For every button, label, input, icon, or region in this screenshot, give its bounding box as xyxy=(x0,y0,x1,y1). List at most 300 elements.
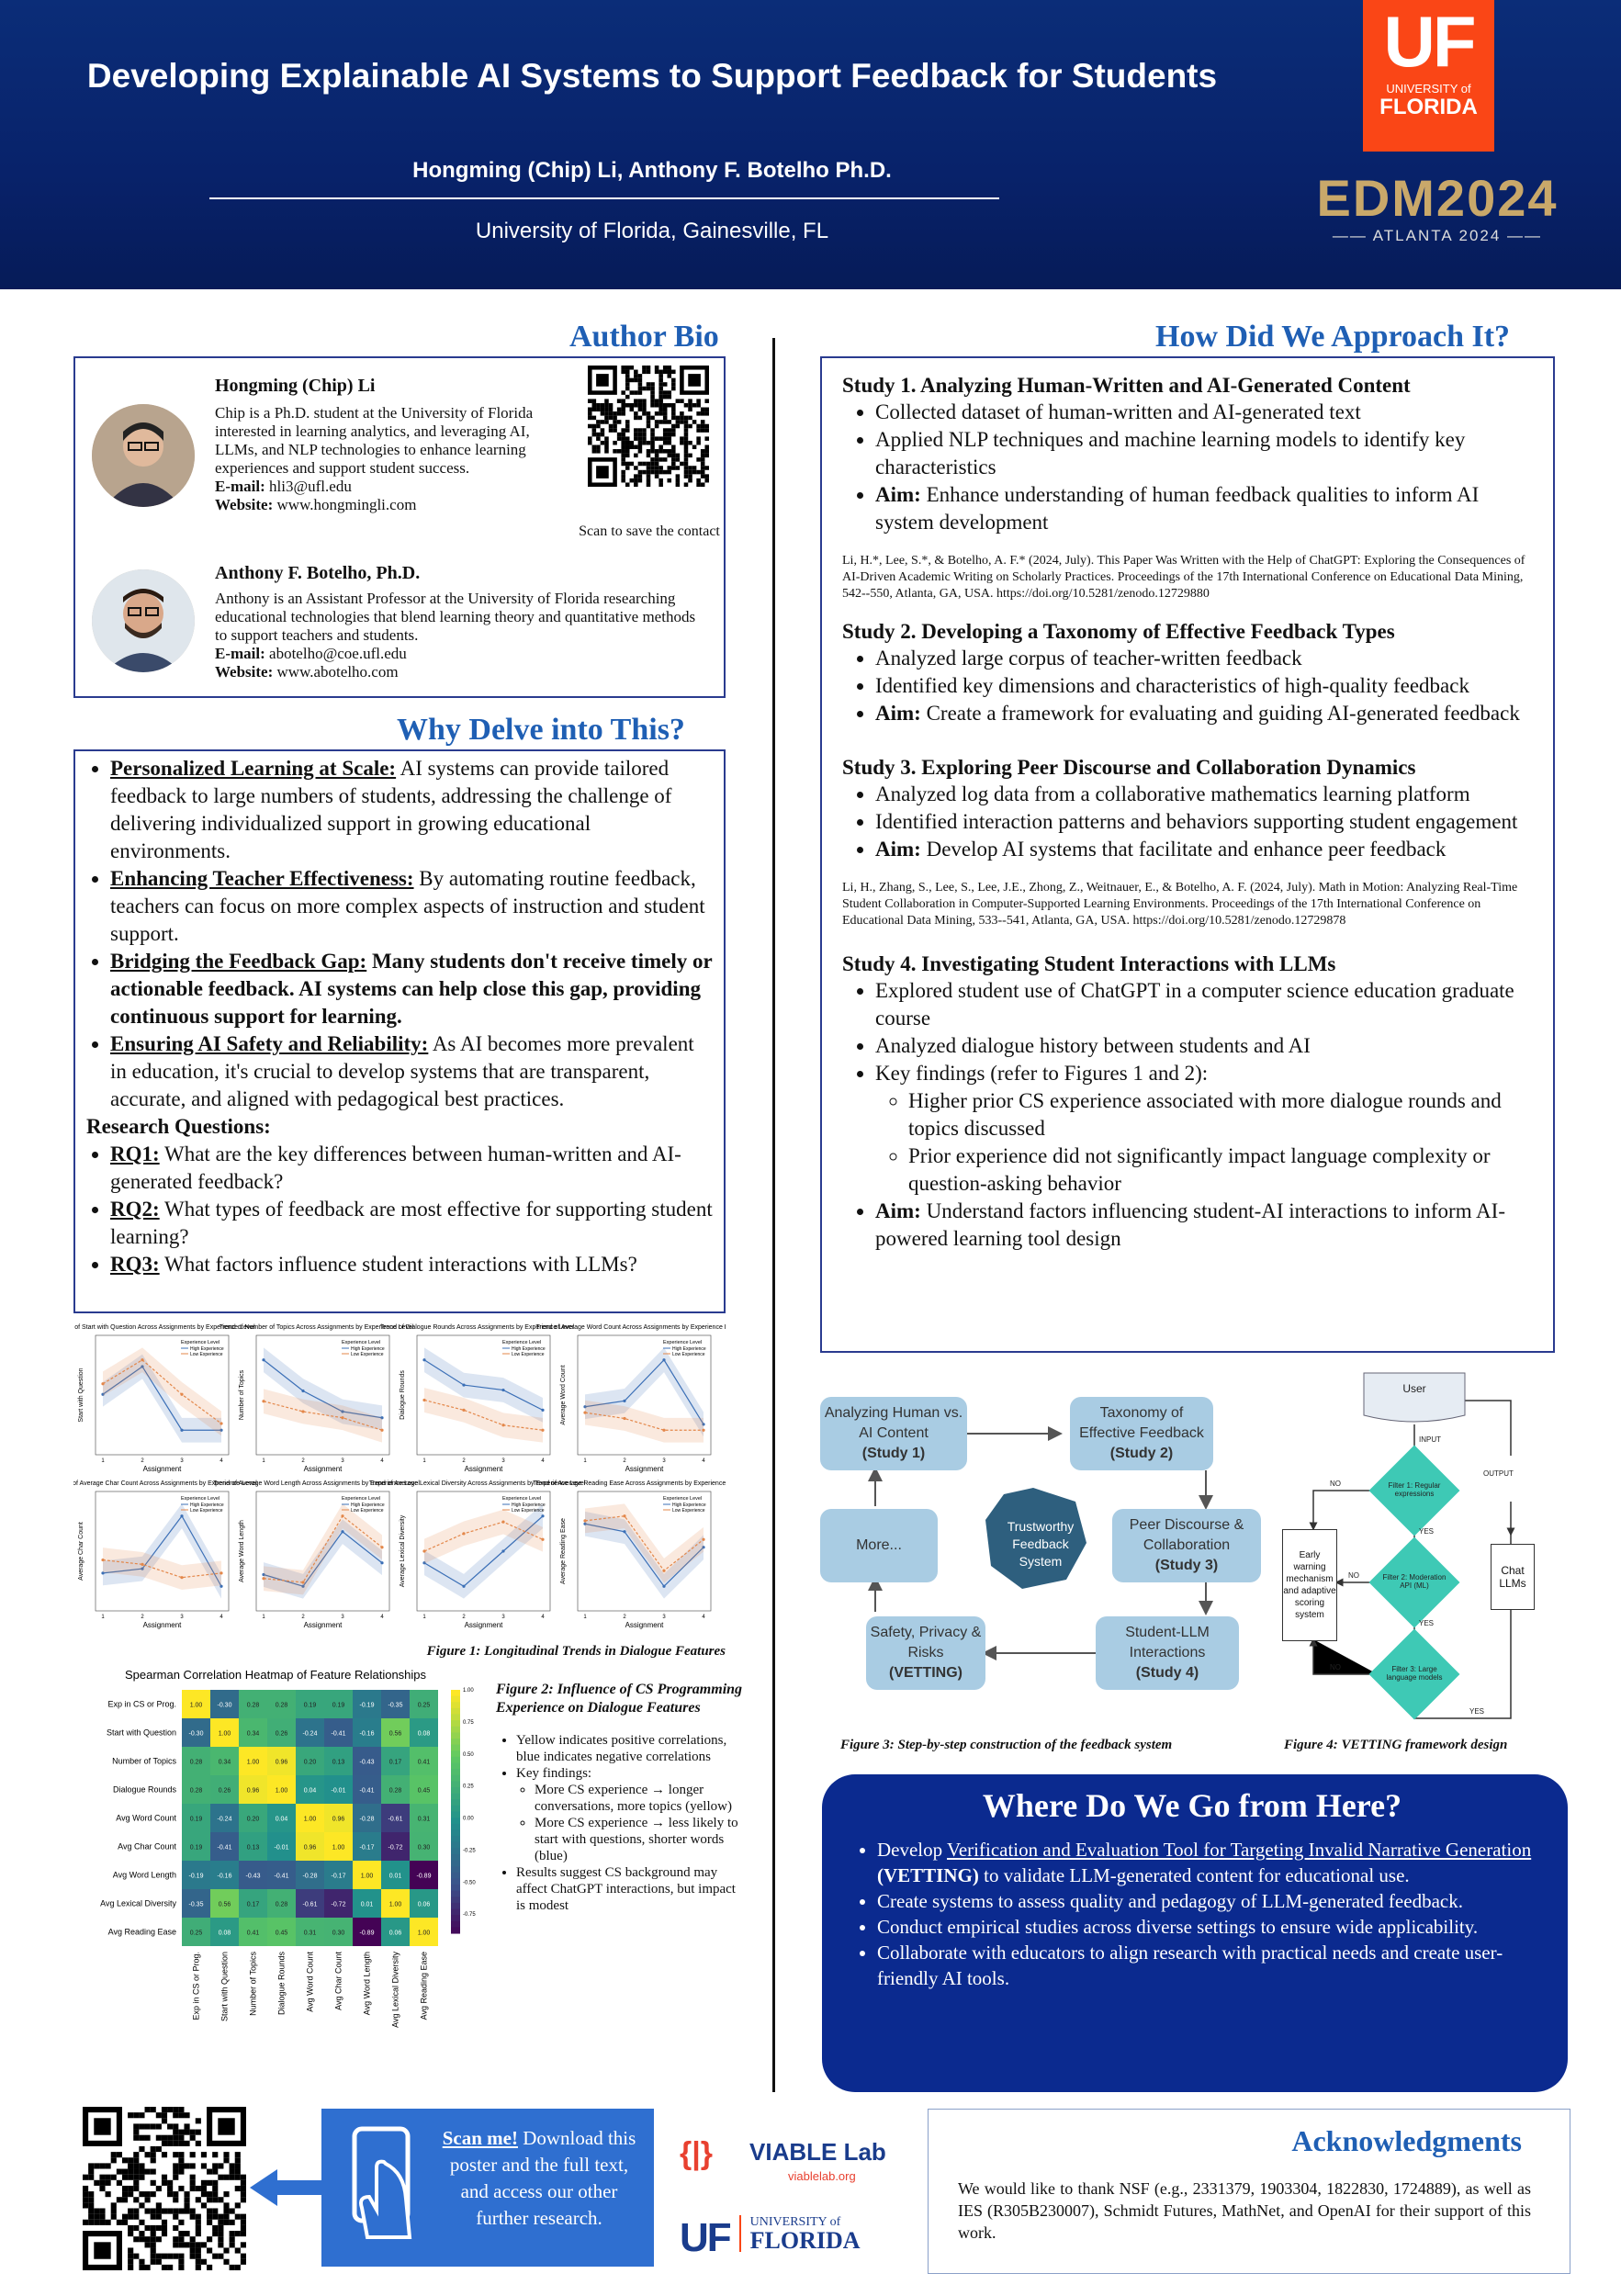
heatmap-value: -0.28 xyxy=(359,1816,375,1823)
filter3-label: Filter 3: Large language models xyxy=(1386,1665,1443,1682)
colorbar-segment xyxy=(451,1866,460,1873)
future-box xyxy=(822,1774,1568,2092)
author1-name: Hongming (Chip) Li xyxy=(215,376,376,396)
avatar xyxy=(92,404,195,507)
panel-xlabel: Assignment xyxy=(625,1465,664,1473)
author1-description: Chip is a Ph.D. student at the University of Florida interested in learning analytics, and leveraging AI, LLMs, and NLP technologies to enhance learning experiences and support student success. xyxy=(215,404,534,477)
x-tick-label: 1 xyxy=(422,1458,426,1464)
phone-icon xyxy=(321,2109,441,2267)
x-tick-label: 4 xyxy=(380,1458,384,1464)
heatmap-value: 1.00 xyxy=(360,1873,374,1880)
arrow-left-icon xyxy=(250,2169,323,2206)
data-point xyxy=(141,1358,143,1361)
panel-title: Trend of Dialogue Rounds Across Assignments by Experience Level xyxy=(379,1324,575,1331)
data-point xyxy=(262,1358,265,1361)
data-point xyxy=(623,1530,625,1533)
flow-box-study1: Analyzing Human vs. AI Content (Study 1) xyxy=(820,1397,967,1470)
heatmap-value: 0.45 xyxy=(417,1787,431,1795)
study-bullet: • Collected dataset of human-written and AI-generated text xyxy=(875,399,1535,426)
data-point xyxy=(583,1412,586,1414)
heatmap-value: -0.41 xyxy=(359,1787,375,1795)
why-list xyxy=(77,755,715,1113)
study-bullet: • Analyzed large corpus of teacher-written feedback xyxy=(875,645,1535,672)
data-point xyxy=(662,1570,665,1572)
affiliation: University of Florida, Gainesville, FL xyxy=(475,219,829,243)
figure1-panel xyxy=(533,1480,726,1629)
rq-item: • RQ2: What types of feedback are most effective for supporting student learning? xyxy=(110,1196,715,1251)
panel-ylabel: Average Word Count xyxy=(560,1365,567,1425)
study-bullet: • Analyzed dialogue history between students and AI xyxy=(875,1032,1535,1060)
colorbar-segment xyxy=(451,1732,460,1739)
data-point xyxy=(462,1585,465,1588)
rq-list xyxy=(77,1141,715,1278)
viable-lab-logo xyxy=(680,2133,900,2188)
data-point xyxy=(501,1424,504,1426)
vetting-link[interactable]: Verification and Evaluation Tool for Targeting Invalid Narrative Generation xyxy=(947,1839,1532,1861)
colorbar-segment xyxy=(451,1927,460,1933)
why-item-safety: • Ensuring AI Safety and Reliability: As AI becomes more prevalent in education, it's crucial to develop systems that are transparent, accurate, and aligned with pedagogical best practices. xyxy=(110,1030,715,1113)
heatmap-value: 0.06 xyxy=(388,1930,402,1937)
heatmap-value: 0.01 xyxy=(388,1873,402,1880)
colorbar-segment xyxy=(451,1690,460,1696)
study1-reference: Li, H.*, Lee, S.*, & Botelho, A. F.* (2024, July). This Paper Was Written with the Help of ChatGPT: Exploring the Consequences of AI-Driven Academic Writing on Scholarly Practices. Proceedings of the 17th International Conference on Educational Data Mining, 542--550, Atlanta, GA, USA. https://doi.org/10.5281/zenodo.12729880 xyxy=(842,554,1525,601)
uf-wordmark xyxy=(680,2215,900,2261)
x-tick-label: 4 xyxy=(541,1458,545,1464)
colorbar-segment xyxy=(451,1739,460,1745)
data-point xyxy=(101,1382,104,1385)
heatmap-value: 1.00 xyxy=(303,1816,317,1823)
panel-ylabel: Number of Topics xyxy=(239,1369,245,1421)
figure1-panel xyxy=(73,1324,255,1473)
colorbar-segment xyxy=(451,1891,460,1897)
flow-box-more: More... xyxy=(820,1509,938,1582)
colorbar-segment xyxy=(451,1806,460,1812)
figure1-panel xyxy=(380,1324,574,1473)
data-point xyxy=(101,1559,104,1561)
heatmap-col-label: Avg Lexical Diversity xyxy=(390,1952,400,2028)
x-tick-label: 1 xyxy=(262,1615,265,1620)
x-tick-label: 2 xyxy=(623,1615,626,1620)
x-tick-label: 2 xyxy=(141,1458,144,1464)
data-point xyxy=(541,1429,544,1432)
heatmap-value: 0.17 xyxy=(388,1759,402,1766)
x-tick-label: 1 xyxy=(583,1458,587,1464)
author1-bio xyxy=(215,377,573,514)
svg-text:High Experience: High Experience xyxy=(190,1346,224,1352)
svg-text:Experience Level: Experience Level xyxy=(663,1496,703,1502)
viable-lab-icon: {|} xyxy=(680,2136,713,2171)
column-divider xyxy=(772,338,775,2092)
colorbar-segment xyxy=(451,1873,460,1879)
header-divider xyxy=(209,197,999,199)
data-point xyxy=(341,1514,343,1517)
colorbar-tick: -0.50 xyxy=(463,1880,476,1886)
svg-text:Experience Level: Experience Level xyxy=(663,1340,703,1345)
panel-xlabel: Assignment xyxy=(303,1465,343,1473)
heatmap-value: -0.30 xyxy=(217,1702,232,1709)
yes-label: YES xyxy=(1469,1707,1485,1716)
data-point xyxy=(422,1399,425,1401)
uf-logo-line2: FLORIDA xyxy=(1379,95,1478,119)
figure1-panel xyxy=(73,1480,257,1629)
x-tick-label: 3 xyxy=(662,1458,666,1464)
data-point xyxy=(541,1409,544,1412)
heatmap-value: 0.19 xyxy=(189,1844,203,1851)
poster-title: Developing Explainable AI Systems to Support Feedback for Students xyxy=(86,57,1218,95)
heatmap-value: -0.17 xyxy=(331,1873,346,1880)
figure1-chart xyxy=(73,1319,726,1637)
colorbar-segment xyxy=(451,1708,460,1715)
future-item: • Conduct empirical studies across diverse settings to ensure wide applicability. xyxy=(877,1914,1540,1940)
colorbar-tick: 0.75 xyxy=(463,1719,474,1726)
filter2-label: Filter 2: Moderation API (ML) xyxy=(1382,1573,1447,1590)
scan-text: Scan me! Download this poster and the full text, and access our other further research. xyxy=(442,2127,636,2229)
svg-text:Low Experience: Low Experience xyxy=(190,1352,223,1357)
data-point xyxy=(422,1358,425,1361)
x-tick-label: 3 xyxy=(501,1458,505,1464)
data-point xyxy=(341,1416,343,1419)
heatmap-value: 1.00 xyxy=(189,1702,203,1709)
heatmap-col-label: Start with Question xyxy=(220,1952,230,2022)
why-item-bridging: • Bridging the Feedback Gap: Many students don't receive timely or actionable feedback. AI systems can help close this gap, providing continuous support for learning. xyxy=(110,948,715,1030)
heatmap-value: -0.01 xyxy=(331,1787,346,1795)
data-point xyxy=(180,1514,183,1517)
heatmap-value: -0.72 xyxy=(331,1901,346,1908)
panel-ylabel: Dialogue Rounds xyxy=(400,1370,406,1420)
heatmap-value: 0.25 xyxy=(189,1930,203,1937)
heatmap-figure xyxy=(73,1666,478,2070)
figure3-caption: Figure 3: Step-by-step construction of the feedback system xyxy=(840,1738,1173,1752)
colorbar-segment xyxy=(451,1763,460,1770)
data-point xyxy=(462,1532,465,1535)
heatmap-value: -0.41 xyxy=(274,1873,289,1880)
heatmap-col-label: Dialogue Rounds xyxy=(276,1952,287,2016)
data-point xyxy=(662,1358,665,1361)
author2-email[interactable]: abotelho@coe.ufl.edu xyxy=(269,645,407,662)
heatmap-value: 0.34 xyxy=(246,1730,260,1738)
figure2-caption: Figure 2: Influence of CS Programming Experience on Dialogue Features xyxy=(496,1682,743,1716)
figure1-grid xyxy=(73,1319,726,1637)
viable-lab-url: viablelab.org xyxy=(788,2169,856,2183)
fig2-bullet: • Key findings: ◦ More CS experience → longer conversations, more topics (yellow) ◦ More CS experience → less likely to start with questions, shorter words (blue) xyxy=(516,1765,744,1864)
scan-me-link[interactable]: Scan me! xyxy=(442,2127,518,2149)
data-point xyxy=(541,1514,544,1517)
heatmap-value: 0.20 xyxy=(303,1759,317,1766)
early-warning-box: Early warning mechanism and adaptive scoring system xyxy=(1282,1529,1337,1641)
colorbar-segment xyxy=(451,1696,460,1703)
figure1-panel xyxy=(369,1480,586,1629)
no-label: NO xyxy=(1348,1571,1359,1580)
avatar xyxy=(92,569,195,672)
heatmap-value: 0.28 xyxy=(388,1787,402,1795)
x-tick-label: 4 xyxy=(702,1615,705,1620)
study4-title: Study 4. Investigating Student Interactions with LLMs xyxy=(842,952,1336,975)
colorbar-tick: 1.00 xyxy=(463,1688,474,1694)
heatmap-chart xyxy=(73,1666,478,2070)
colorbar-segment xyxy=(451,1885,460,1891)
heatmap-value: 0.96 xyxy=(332,1816,345,1823)
study4-sub-bullet: ◦ Prior experience did not significantly impact language complexity or question-asking behavior xyxy=(908,1142,1535,1198)
colorbar-segment xyxy=(451,1794,460,1800)
colorbar-segment xyxy=(451,1921,460,1928)
fig2-sub-list xyxy=(516,1782,744,1864)
data-point xyxy=(301,1390,304,1392)
author2-bio xyxy=(215,564,711,681)
svg-text:Low Experience: Low Experience xyxy=(512,1352,545,1357)
x-tick-label: 4 xyxy=(702,1458,705,1464)
yes-label: YES xyxy=(1419,1619,1435,1627)
data-point xyxy=(380,1546,383,1548)
heatmap-col-label: Avg Reading Ease xyxy=(419,1952,429,2020)
author-bio-box xyxy=(73,356,726,698)
heatmap-value: 1.00 xyxy=(388,1901,402,1908)
colorbar-segment xyxy=(451,1878,460,1885)
data-point xyxy=(180,1393,183,1396)
flow-box-study4: Student-LLM Interactions (Study 4) xyxy=(1096,1616,1239,1690)
heatmap-value: 0.19 xyxy=(303,1702,317,1709)
download-qr-code[interactable] xyxy=(83,2107,246,2270)
ack-heading: Acknowledgments xyxy=(1291,2124,1522,2157)
author1-email[interactable]: hli3@ufl.edu xyxy=(269,478,352,495)
heatmap-value: -0.28 xyxy=(302,1873,318,1880)
heatmap-value: 0.28 xyxy=(275,1702,288,1709)
panel-xlabel: Assignment xyxy=(625,1621,664,1629)
panel-title: Trend of Start with Question Across Assignments by Experience Level xyxy=(73,1324,255,1331)
svg-text:Experience Level: Experience Level xyxy=(181,1496,220,1502)
heatmap-value: -0.89 xyxy=(416,1873,432,1880)
panel-xlabel: Assignment xyxy=(142,1621,182,1629)
heatmap-value: -0.43 xyxy=(245,1873,261,1880)
heatmap-value: -0.43 xyxy=(359,1759,375,1766)
heatmap-row-label: Avg Reading Ease xyxy=(107,1927,176,1937)
x-tick-label: 2 xyxy=(462,1615,466,1620)
chat-llms-box: Chat LLMs xyxy=(1491,1544,1535,1610)
heatmap-value: 0.25 xyxy=(417,1702,431,1709)
heatmap-col-label: Avg Char Count xyxy=(333,1952,343,2010)
heatmap-value: 1.00 xyxy=(246,1759,260,1766)
heatmap-value: -0.30 xyxy=(188,1730,204,1738)
heatmap-value: 0.01 xyxy=(360,1901,374,1908)
colorbar-segment xyxy=(451,1757,460,1763)
heatmap-value: 0.56 xyxy=(218,1901,231,1908)
colorbar-segment xyxy=(451,1715,460,1721)
heatmap-value: 0.08 xyxy=(218,1930,231,1937)
heatmap-value: 0.19 xyxy=(189,1816,203,1823)
heatmap-value: -0.16 xyxy=(359,1730,375,1738)
heatmap-value: 0.13 xyxy=(332,1759,345,1766)
study-bullet: • Explored student use of ChatGPT in a computer science education graduate course xyxy=(875,977,1535,1032)
study-bullet: • Key findings (refer to Figures 1 and 2): ◦ Higher prior CS experience associated with more dialogue rounds and topics discussed ◦ Prior experience did not significantly impact language complexity or question-asking behavior xyxy=(875,1060,1535,1198)
figure1-panel xyxy=(213,1480,420,1629)
panel-xlabel: Assignment xyxy=(464,1621,503,1629)
uf-wordmark-text: UNIVERSITY of FLORIDA xyxy=(749,2215,861,2254)
heatmap-row-label: Avg Char Count xyxy=(118,1841,176,1851)
author2-name: Anthony F. Botelho, Ph.D. xyxy=(215,563,421,583)
future-item: • Collaborate with educators to align research with practical needs and create user-friendly AI tools. xyxy=(877,1940,1540,1991)
heatmap-row-label: Avg Lexical Diversity xyxy=(100,1898,176,1908)
data-point xyxy=(662,1585,665,1588)
edm-logo-mark: EDM2024 xyxy=(1316,169,1559,227)
colorbar-segment xyxy=(451,1812,460,1818)
x-tick-label: 4 xyxy=(541,1615,545,1620)
heatmap-value: 1.00 xyxy=(332,1844,345,1851)
heatmap-value: 0.13 xyxy=(246,1844,260,1851)
heatmap-value: -0.72 xyxy=(388,1844,403,1851)
heatmap-value: 0.41 xyxy=(246,1930,260,1937)
uf-wordmark-mark: UF xyxy=(680,2215,730,2260)
heatmap-row-label: Dialogue Rounds xyxy=(112,1784,176,1795)
figure3-diagram xyxy=(820,1382,1261,1722)
vetting-user: User xyxy=(1402,1382,1426,1395)
svg-text:High Experience: High Experience xyxy=(190,1503,224,1508)
contact-qr-code[interactable] xyxy=(588,366,709,487)
figure4-diagram xyxy=(1277,1364,1552,1731)
filter1-label: Filter 1: Regular expressions xyxy=(1388,1481,1441,1498)
colorbar-segment xyxy=(451,1727,460,1733)
author-bio-heading: Author Bio xyxy=(569,320,719,354)
data-point xyxy=(380,1561,383,1564)
colorbar-segment xyxy=(451,1915,460,1921)
panel-xlabel: Assignment xyxy=(303,1621,343,1629)
x-tick-label: 3 xyxy=(180,1615,184,1620)
data-point xyxy=(180,1429,183,1432)
uf-logo-mark: UF xyxy=(1383,1,1474,82)
heatmap-value: -0.35 xyxy=(188,1901,204,1908)
heatmap-value: -0.24 xyxy=(217,1816,232,1823)
yes-label: YES xyxy=(1419,1527,1435,1536)
email-label: E-mail: xyxy=(215,478,265,495)
x-tick-label: 2 xyxy=(623,1458,626,1464)
edm-logo-sub: —— ATLANTA 2024 —— xyxy=(1332,227,1543,244)
x-tick-label: 2 xyxy=(301,1615,305,1620)
x-tick-label: 3 xyxy=(341,1458,344,1464)
panel-ylabel: Average Lexical Diversity xyxy=(400,1514,406,1588)
figure4-caption: Figure 4: VETTING framework design xyxy=(1284,1738,1508,1752)
future-item: • Create systems to assess quality and pedagogy of LLM-generated feedback. xyxy=(877,1888,1540,1914)
heatmap-value: 0.28 xyxy=(189,1787,203,1795)
heatmap-value: -0.24 xyxy=(302,1730,318,1738)
data-point xyxy=(262,1577,265,1580)
vetting-output-label: OUTPUT xyxy=(1483,1469,1514,1478)
colorbar-segment xyxy=(451,1781,460,1787)
heatmap-value: 0.06 xyxy=(417,1901,431,1908)
colorbar-tick: -0.25 xyxy=(463,1848,476,1854)
author1-website[interactable]: www.hongmingli.com xyxy=(276,496,417,513)
author2-description: Anthony is an Assistant Professor at the University of Florida researching educational technologies that blend learning theory and quantitative methods to support teachers and students. xyxy=(215,590,696,644)
study-bullet: • Analyzed log data from a collaborative mathematics learning platform xyxy=(875,781,1535,808)
study2-aim: • Aim: Create a framework for evaluating and guiding AI-generated feedback xyxy=(875,700,1535,727)
svg-text:Low Experience: Low Experience xyxy=(512,1508,545,1514)
figure1-panel xyxy=(535,1324,726,1473)
future-item: • Develop Verification and Evaluation Tool for Targeting Invalid Narrative Generation (VETTING) to validate LLM-generated content for educational use. xyxy=(877,1837,1540,1888)
fig2-sub-bullet: ◦ More CS experience → less likely to start with questions, shorter words (blue) xyxy=(535,1815,744,1864)
heatmap-value: 0.56 xyxy=(388,1730,402,1738)
svg-text:High Experience: High Experience xyxy=(512,1503,546,1508)
data-point xyxy=(501,1549,504,1552)
data-point xyxy=(583,1519,586,1522)
approach-box xyxy=(820,356,1555,1353)
heatmap-value: -0.35 xyxy=(388,1702,403,1709)
author-line: Hongming (Chip) Li, Anthony F. Botelho Ph.D. xyxy=(412,158,892,183)
future-list xyxy=(844,1837,1540,1991)
vetting-input-label: INPUT xyxy=(1419,1435,1441,1444)
uf-logo-line1: UNIVERSITY of xyxy=(1386,82,1471,96)
colorbar-segment xyxy=(451,1836,460,1842)
colorbar-segment xyxy=(451,1829,460,1836)
colorbar-segment xyxy=(451,1909,460,1916)
colorbar-segment xyxy=(451,1903,460,1909)
panel-ylabel: Average Word Length xyxy=(239,1520,245,1582)
heatmap-value: -0.41 xyxy=(331,1730,346,1738)
heatmap-value: 0.96 xyxy=(275,1759,288,1766)
data-point xyxy=(220,1571,222,1574)
colorbar-segment xyxy=(451,1818,460,1824)
heatmap-value: 0.19 xyxy=(332,1702,345,1709)
acknowledgments-box xyxy=(928,2109,1570,2274)
study4-aim: • Aim: Understand factors influencing student-AI interactions to inform AI-powered learning tool design xyxy=(875,1198,1535,1253)
panel-xlabel: Assignment xyxy=(142,1465,182,1473)
svg-text:Low Experience: Low Experience xyxy=(190,1508,223,1514)
colorbar-segment xyxy=(451,1702,460,1708)
future-heading: Where Do We Go from Here? xyxy=(982,1787,1402,1824)
data-point xyxy=(422,1549,425,1552)
data-point xyxy=(623,1514,625,1517)
panel-title: Trend of Average Word Length Across Assignments by Experience Level xyxy=(213,1480,420,1487)
svg-text:Experience Level: Experience Level xyxy=(502,1496,542,1502)
svg-text:Low Experience: Low Experience xyxy=(351,1508,384,1514)
heatmap-value: 0.04 xyxy=(275,1816,288,1823)
heatmap-value: -0.61 xyxy=(302,1901,318,1908)
heatmap-value: 0.30 xyxy=(332,1930,345,1937)
figure2-notes xyxy=(496,1681,744,1914)
flow-box-study3: Peer Discourse & Collaboration (Study 3) xyxy=(1112,1509,1261,1582)
author2-website[interactable]: www.abotelho.com xyxy=(276,663,399,681)
heatmap-value: -0.41 xyxy=(217,1844,232,1851)
data-point xyxy=(501,1389,504,1391)
heatmap-row-label: Start with Question xyxy=(106,1728,176,1738)
data-point xyxy=(180,1576,183,1579)
svg-text:High Experience: High Experience xyxy=(351,1503,385,1508)
heatmap-row-label: Exp in CS or Prog. xyxy=(107,1699,176,1709)
heatmap-value: 0.26 xyxy=(218,1787,231,1795)
svg-text:Low Experience: Low Experience xyxy=(672,1508,705,1514)
flow-box-study2: Taxonomy of Effective Feedback (Study 2) xyxy=(1070,1397,1213,1470)
data-point xyxy=(623,1400,625,1402)
study1-aim: • Aim: Enhance understanding of human feedback qualities to inform AI system development xyxy=(875,481,1535,536)
study3-title: Study 3. Exploring Peer Discourse and Collaboration Dynamics xyxy=(842,756,1416,779)
colorbar-segment xyxy=(451,1848,460,1854)
heatmap-value: 0.17 xyxy=(246,1901,260,1908)
svg-text:Experience Level: Experience Level xyxy=(502,1340,542,1345)
x-tick-label: 4 xyxy=(220,1458,223,1464)
panel-ylabel: Start with Question xyxy=(78,1367,84,1423)
qr-caption: Scan to save the contact xyxy=(579,523,720,539)
heatmap-col-label: Avg Word Count xyxy=(305,1952,315,2012)
svg-text:High Experience: High Experience xyxy=(672,1503,706,1508)
colorbar-segment xyxy=(451,1896,460,1903)
figure1-panel xyxy=(220,1324,414,1473)
study3-reference: Li, H., Zhang, S., Lee, S., Lee, J.E., Zhong, Z., Weitnauer, E., & Botelho, A. F. (2024, July). Math in Motion: Analyzing Real-Time Student Collaboration in Computer-Supported Learning Environments. Proceedings of the 17th International Conference on Educational Data Mining, 533--541, Atlanta, GA, USA. https://doi.org/10.5281/zenodo.12729878 xyxy=(842,881,1518,928)
fig2-sub-bullet: ◦ More CS experience → longer conversations, more topics (yellow) xyxy=(535,1782,744,1815)
colorbar-segment xyxy=(451,1769,460,1775)
x-tick-label: 3 xyxy=(341,1615,344,1620)
heatmap-row-label: Avg Word Count xyxy=(116,1813,176,1823)
rq-heading: Research Questions: xyxy=(86,1115,271,1138)
fig2-bullet: • Results suggest CS background may affect ChatGPT interactions, but impact is modest xyxy=(516,1864,744,1914)
website-label: Website: xyxy=(215,663,274,681)
fig2-bullet: • Yellow indicates positive correlations, blue indicates negative correlations xyxy=(516,1732,744,1765)
study4-list xyxy=(842,977,1535,1253)
